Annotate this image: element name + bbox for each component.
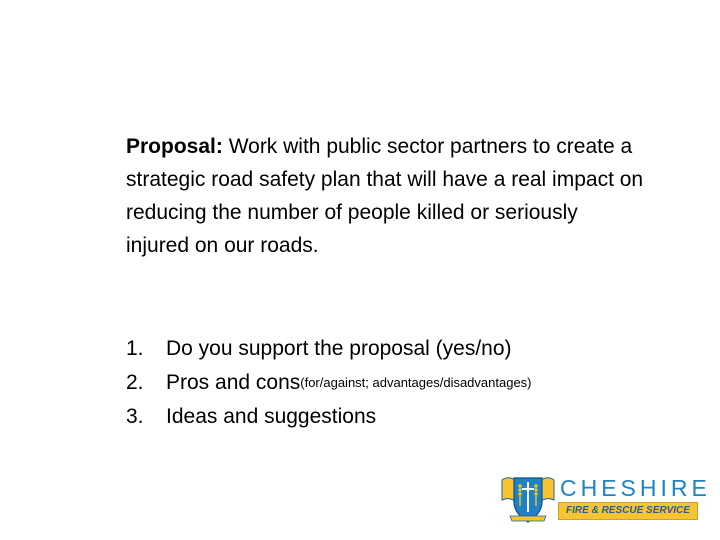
list-item-note: (for/against; advantages/disadvantages) bbox=[300, 375, 532, 390]
cheshire-fire-logo bbox=[500, 472, 711, 522]
logo-wordmark: CHESHIRE bbox=[560, 475, 711, 501]
proposal-paragraph bbox=[126, 130, 646, 262]
list-item-text: Do you support the proposal (yes/no) bbox=[166, 337, 512, 360]
question-list bbox=[126, 332, 686, 434]
crest-icon bbox=[500, 472, 556, 524]
proposal-lead: Proposal: bbox=[126, 135, 223, 158]
list-item-number: 1. bbox=[126, 337, 144, 360]
logo-subtitle: FIRE & RESCUE SERVICE bbox=[566, 505, 690, 516]
list-item-number: 3. bbox=[126, 405, 144, 428]
list-item-text: Ideas and suggestions bbox=[166, 405, 377, 428]
list-item bbox=[126, 400, 686, 434]
proposal-body: Work with public sector partners to create a strategic road safety plan that will have a real impact on reducing the number of people killed or seriously injured on our roads. bbox=[126, 135, 644, 257]
list-item bbox=[126, 332, 686, 366]
list-item-number: 2. bbox=[126, 371, 144, 394]
logo-subtitle-bar bbox=[558, 502, 698, 520]
list-item bbox=[126, 366, 686, 400]
list-item-text: Pros and cons bbox=[166, 371, 301, 394]
